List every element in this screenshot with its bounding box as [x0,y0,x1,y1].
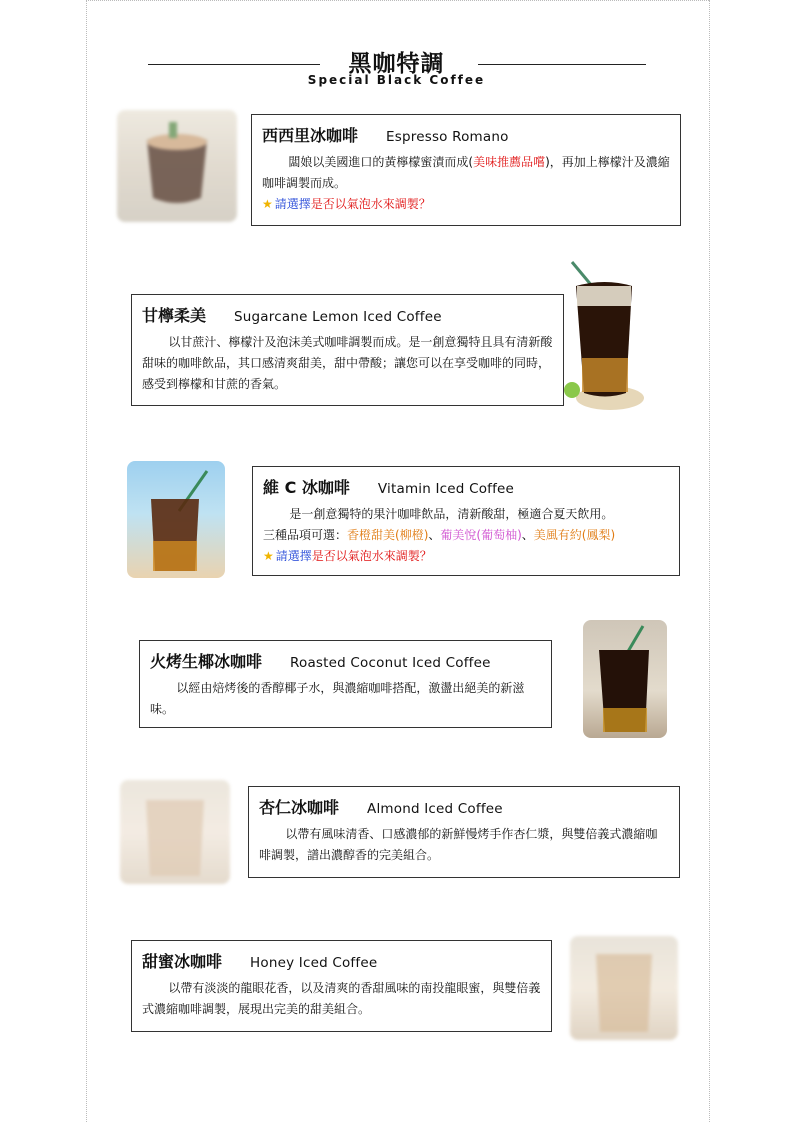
item-title [259,795,669,818]
item-name-zh: 甘檸柔美 [142,306,207,325]
almond-iced-photo [120,780,230,884]
item-name-zh: 維 C 冰咖啡 [263,478,350,497]
honey-iced-photo [570,936,678,1040]
item-description [262,152,670,194]
option-grapefruit: 葡美悅(葡萄柚) [440,528,522,542]
note-text: 是否以氣泡水來調製？ [311,549,432,563]
item-description: 以帶有淡淡的龍眼花香，以及清爽的香甜風味的南投龍眼蜜，與雙倍義式濃縮咖啡調製，展現出完美的甜美組合。 [142,981,541,1016]
item-name-en: Roasted Coconut Iced Coffee [290,655,491,671]
glass-icon [117,110,237,222]
options-label: 三種品項可選： [263,528,348,542]
vitamin-iced-photo [127,461,225,578]
item-title [150,649,541,672]
item-name-zh: 火烤生椰冰咖啡 [150,652,263,671]
page-border-right [709,0,710,1122]
sugarcane-lemon-photo [560,258,646,418]
item-name-zh: 杏仁冰咖啡 [259,798,340,817]
glass-icon [127,461,225,578]
separator: 、 [428,528,441,542]
note-text: 是否以氣泡水來調製？ [310,197,431,211]
item-title [142,949,541,972]
item-name-en: Sugarcane Lemon Iced Coffee [234,309,442,325]
item-card-vitamin-iced [252,466,680,576]
item-description: 以經由焙烤後的香醇椰子水，與濃縮咖啡搭配，激盪出絕美的新滋味。 [150,681,525,716]
option-pineapple: 美風有約(鳳梨) [533,528,616,542]
star-icon: ★ [262,197,273,211]
item-card-espresso-romano [251,114,681,226]
item-title [263,475,669,498]
star-icon: ★ [263,549,274,563]
separator: 、 [521,528,534,542]
item-description: 是一創意獨特的果汁咖啡飲品，清新酸甜，極適合夏天飲用。 [289,507,614,521]
desc-part: 闆娘以美國進口的黃檸檬蜜漬而成( [288,155,474,169]
item-name-en: Honey Iced Coffee [250,955,378,971]
item-name-en: Espresso Romano [386,129,509,145]
page-subtitle: Special Black Coffee [307,73,486,87]
item-card-almond-iced [248,786,680,878]
page-title: 黑咖特調 [348,51,445,77]
item-name-en: Almond Iced Coffee [367,801,503,817]
item-note [262,194,670,215]
item-card-honey-iced [131,940,552,1032]
note-label: 請選擇 [274,197,311,211]
item-options [263,525,669,546]
espresso-romano-photo [117,110,237,222]
item-title [142,303,553,326]
page-border-top [86,0,709,1]
glass-icon [560,258,646,418]
item-card-roasted-coconut [139,640,552,728]
item-card-sugarcane-lemon [131,294,564,406]
item-title [262,123,670,146]
item-note [263,546,669,567]
glass-icon [583,620,667,738]
glass-icon [570,936,678,1040]
item-name-zh: 西西里冰咖啡 [262,126,359,145]
glass-icon [120,780,230,884]
option-orange: 香橙甜美(柳橙) [347,528,429,542]
roasted-coconut-photo [583,620,667,738]
recommend-highlight: 美味推薦品嚐 [473,155,546,169]
item-name-en: Vitamin Iced Coffee [377,481,515,497]
item-description: 以帶有風味清香、口感濃郁的新鮮慢烤手作杏仁漿，與雙倍義式濃縮咖啡調製，譜出濃醇香的完美組合。 [259,827,658,862]
page-border-left [86,0,87,1122]
desc-part: )，再加上檸檬汁及濃縮咖啡調製而成。 [262,155,670,190]
item-name-zh: 甜蜜冰咖啡 [142,952,223,971]
note-label: 請選擇 [275,549,312,563]
item-description: 以甘蔗汁、檸檬汁及泡沫美式咖啡調製而成。是一創意獨特且具有清新酸甜味的咖啡飲品，其口感清爽甜美，甜中帶酸；讓您可以在享受咖啡的同時，感受到檸檬和甘蔗的香氣。 [142,335,553,391]
